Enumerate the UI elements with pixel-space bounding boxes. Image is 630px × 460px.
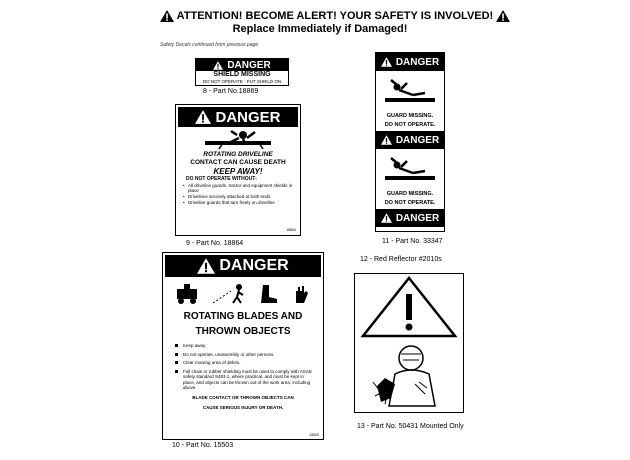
header-line-1 (160, 10, 494, 23)
warning-icon (195, 110, 211, 124)
decal-caption: 12 - Red Reflector #2010s (360, 256, 442, 263)
decal-text: DO NOT OPERATE WITHOUT- (186, 176, 257, 182)
danger-heading: DANGER (395, 212, 440, 224)
decal-text: GUARD MISSING. (386, 113, 434, 119)
mower-icon (174, 283, 200, 305)
decal-shield-missing (195, 58, 289, 86)
decal-segment (376, 149, 444, 209)
danger-heading: DANGER (219, 257, 289, 274)
decal-bullet-list (176, 183, 300, 205)
warning-icon (496, 10, 510, 22)
decal-text: SHIELD MISSING (213, 71, 271, 78)
decal-caption: 8 - Part No.18869 (203, 88, 259, 95)
warning-icon (381, 135, 392, 145)
list-item: Clear mowing area of debris. (183, 360, 313, 366)
decal-code: 15503 (309, 433, 319, 437)
list-item: Keep away. (183, 343, 313, 349)
danger-heading: DANGER (215, 108, 281, 126)
boot-icon (257, 283, 279, 305)
decal-title: THROWN OBJECTS (195, 326, 291, 337)
warning-icon (381, 57, 392, 67)
entanglement-icon (383, 157, 437, 183)
decal-text: DO NOT OPERATE. (384, 200, 436, 206)
decal-code: 18864 (286, 228, 296, 232)
decal-text: DO NOT OPERATE. (384, 122, 436, 128)
decal-text: ROTATING DRIVELINE (203, 151, 273, 158)
decal-caption: 10 - Part No. 15503 (172, 442, 234, 449)
danger-heading: DANGER (395, 56, 440, 68)
decal-text: CAUSE SERIOUS INJURY OR DEATH. (202, 404, 284, 410)
danger-heading: DANGER (395, 134, 440, 146)
decal-text: CONTACT CAN CAUSE DEATH (190, 159, 286, 166)
decal-caption: 9 - Part No. 18864 (186, 240, 244, 247)
warning-triangle-icon (355, 274, 463, 412)
list-item: Do not operate, unassembly or other persons. (183, 352, 313, 358)
decal-text: BLADE CONTACT OR THROWN OBJECTS CAN (192, 394, 294, 400)
header-title: ATTENTION! BECOME ALERT! YOUR SAFETY IS INVOLVED! (176, 10, 494, 22)
decal-text: KEEP AWAY! (213, 167, 263, 176)
header-subtitle: Replace Immediately if Damaged! (232, 23, 408, 35)
danger-banner (376, 53, 444, 71)
decal-caption: 13 - Part No. 50431 Mounted Only (357, 423, 464, 430)
thrown-objects-icon (211, 283, 247, 305)
list-item: Full chain or rubber shielding must be used to comply with ASAE safety standard S483.1, where practical, and must be kept in place, and objects can be thrown out of the work area, including above. (183, 368, 312, 390)
page-header (160, 10, 494, 36)
driveline-entanglement-icon (203, 129, 273, 151)
decal-rotating-blades (162, 252, 324, 440)
danger-heading: DANGER (227, 59, 271, 71)
operator-figure-icon (373, 346, 435, 406)
decal-rotating-driveline (175, 104, 301, 236)
decal-title: ROTATING BLADES AND (183, 311, 303, 322)
list-item: • Driveline guards that turn freely on driveline (188, 200, 294, 205)
decal-bullet-list (163, 337, 323, 391)
warning-icon (213, 61, 223, 70)
entanglement-icon (383, 79, 437, 105)
list-item: • Drivelines securely attached at both ends (188, 194, 294, 199)
danger-banner (376, 131, 444, 149)
warning-icon (381, 213, 392, 223)
danger-banner (376, 209, 444, 227)
danger-banner (178, 107, 298, 127)
hazard-pictograms (163, 279, 323, 307)
danger-banner (196, 59, 288, 71)
continuation-note: Safety Decals continued from previous page (160, 42, 259, 48)
warning-icon (160, 10, 174, 22)
warning-icon (197, 258, 215, 274)
danger-banner (165, 255, 321, 277)
decal-text: GUARD MISSING. (386, 191, 434, 197)
decal-thrown-objects-pictogram (354, 273, 464, 413)
decal-caption: 11 - Part No. 33347 (382, 238, 443, 245)
hand-hazard-icon (290, 283, 312, 305)
list-item: • All driveline guards, tractor and equipment shields in place (188, 183, 294, 193)
decal-guard-missing (375, 52, 445, 232)
decal-segment (376, 71, 444, 131)
decal-text: DO NOT OPERATE - PUT SHIELD ON (202, 79, 282, 84)
